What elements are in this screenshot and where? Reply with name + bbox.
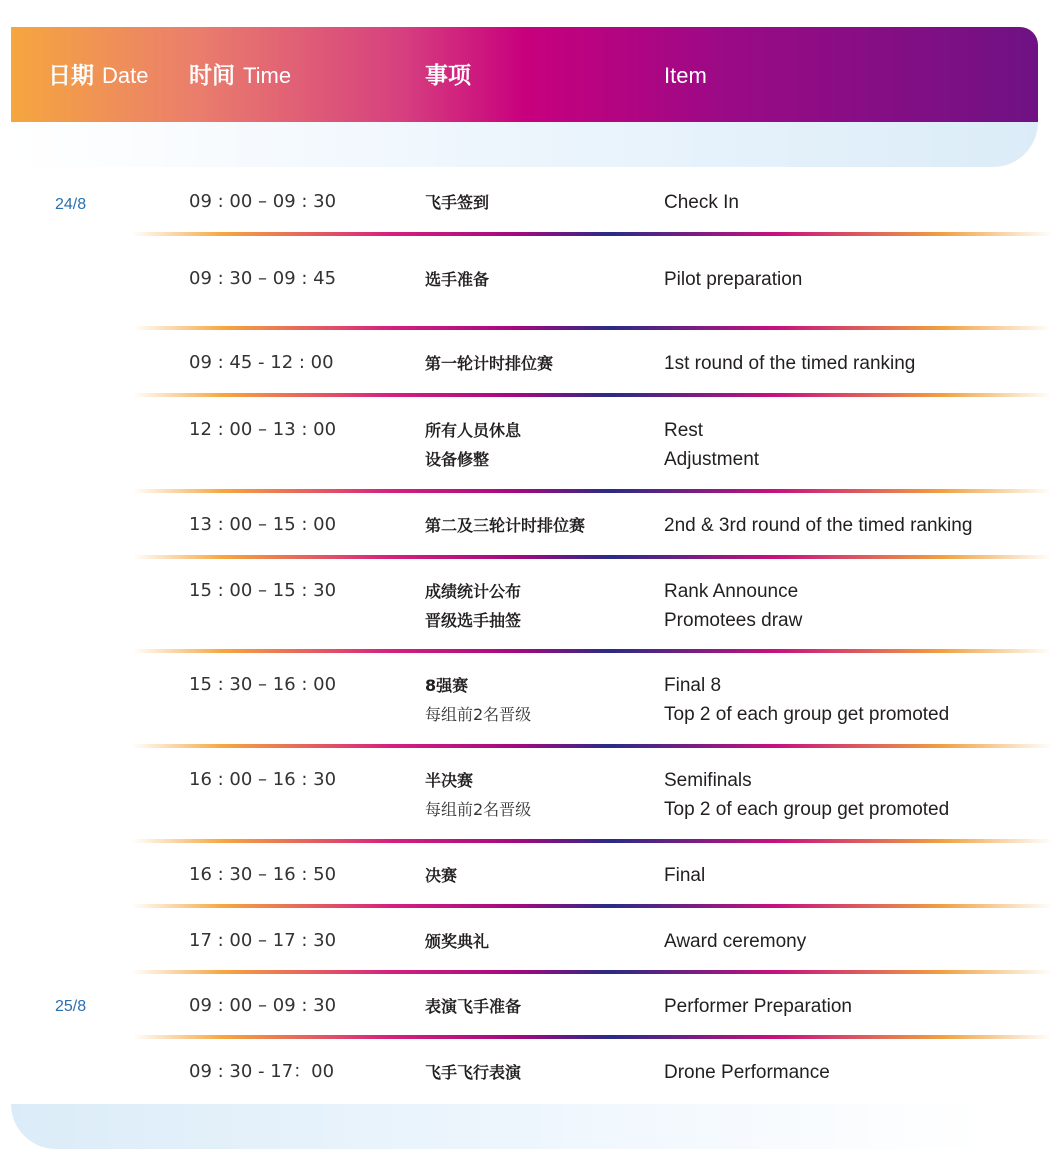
row-item-zh-line: 成绩统计公布	[425, 582, 522, 601]
row-item-en	[664, 265, 802, 294]
row-item-zh-line: 设备修整	[425, 450, 490, 469]
row-time: 17 : 00 – 17 : 30	[189, 930, 337, 951]
row-item-en	[664, 188, 739, 217]
row-item-zh	[425, 511, 585, 540]
row-item-en	[664, 511, 972, 540]
row-time: 13 : 00 – 15 : 00	[189, 514, 337, 535]
header-item-en: Item	[664, 63, 707, 88]
row-item-en-line: Promotees draw	[664, 610, 803, 631]
row-item-zh-line: 飞手签到	[425, 193, 490, 212]
row-item-zh	[425, 927, 489, 956]
row-item-zh-line: 颁奖典礼	[425, 932, 490, 951]
row-item-zh-line: 飞手飞行表演	[425, 1063, 522, 1082]
row-item-en	[664, 671, 949, 729]
row-item-en-line: Drone Performance	[664, 1062, 830, 1083]
row-divider	[132, 1035, 1052, 1039]
row-item-zh	[425, 671, 531, 729]
row-item-zh	[425, 577, 521, 635]
row-item-zh	[425, 349, 553, 378]
row-divider	[132, 555, 1052, 559]
row-item-zh	[425, 861, 457, 890]
header-date-en: Date	[102, 63, 149, 88]
row-item-zh	[425, 188, 489, 217]
row-item-en	[664, 927, 806, 956]
row-item-zh-line: 决赛	[425, 866, 458, 885]
header-item-zh-cell	[425, 60, 471, 92]
row-time: 09 : 00 – 09 : 30	[189, 995, 337, 1016]
row-item-zh-line: 8强赛	[425, 676, 469, 695]
row-item-en	[664, 992, 852, 1021]
row-divider	[132, 744, 1052, 748]
row-divider	[132, 904, 1052, 908]
header-time-en: Time	[243, 63, 292, 88]
row-time: 09 : 30 - 17：00	[189, 1061, 335, 1082]
row-item-zh	[425, 416, 521, 474]
row-divider	[132, 970, 1052, 974]
row-time: 16 : 00 – 16 : 30	[189, 769, 337, 790]
row-time: 12 : 00 – 13 : 00	[189, 419, 337, 440]
row-item-zh-line: 所有人员休息	[425, 421, 522, 440]
row-item-zh	[425, 992, 521, 1021]
row-item-zh	[425, 1058, 521, 1087]
row-item-en	[664, 349, 915, 378]
row-item-en-line: Performer Preparation	[664, 996, 852, 1017]
row-item-zh-line: 晋级选手抽签	[425, 611, 522, 630]
row-item-en-line: 2nd & 3rd round of the timed ranking	[664, 515, 973, 536]
row-item-en-line: Rest	[664, 420, 704, 441]
row-item-en-line: Semifinals	[664, 770, 752, 791]
header-item-en-cell	[664, 60, 707, 92]
row-item-en	[664, 766, 949, 824]
row-time: 15 : 30 – 16 : 00	[189, 674, 337, 695]
row-item-zh-line: 第一轮计时排位赛	[425, 354, 554, 373]
row-item-zh	[425, 265, 489, 294]
row-item-en-line: Award ceremony	[664, 931, 807, 952]
row-item-en-line: Adjustment	[664, 449, 760, 470]
row-time: 09 : 45 - 12 : 00	[189, 352, 334, 373]
header-date	[48, 60, 148, 92]
header-date-zh: 日期	[48, 63, 94, 89]
row-item-en-line: Top 2 of each group get promoted	[664, 704, 950, 725]
row-item-en	[664, 577, 802, 635]
header-time-zh: 时间	[189, 63, 235, 89]
row-item-zh-line: 选手准备	[425, 270, 490, 289]
header-item-zh: 事项	[425, 63, 471, 89]
row-divider	[132, 232, 1052, 236]
row-item-en-line: Final 8	[664, 675, 722, 696]
row-divider	[132, 326, 1052, 330]
schedule-header-bar	[11, 27, 1038, 122]
row-divider	[132, 393, 1052, 397]
row-item-en	[664, 416, 759, 474]
header-band	[11, 122, 1038, 167]
row-time: 09 : 00 – 09 : 30	[189, 191, 337, 212]
row-divider	[132, 839, 1052, 843]
row-item-zh-line: 每组前2名晋级	[425, 705, 532, 724]
row-item-en-line: Final	[664, 865, 706, 886]
row-item-zh-line: 每组前2名晋级	[425, 800, 532, 819]
row-time: 15 : 00 – 15 : 30	[189, 580, 337, 601]
row-item-en-line: Top 2 of each group get promoted	[664, 799, 950, 820]
date-label: 25/8	[55, 998, 87, 1015]
footer-band	[11, 1104, 1038, 1149]
row-item-zh	[425, 766, 531, 824]
row-item-en	[664, 1058, 830, 1087]
row-item-zh-line: 表演飞手准备	[425, 997, 522, 1016]
row-item-zh-line: 第二及三轮计时排位赛	[425, 516, 586, 535]
row-divider	[132, 489, 1052, 493]
header-time	[189, 60, 291, 92]
row-item-en	[664, 861, 705, 890]
row-item-zh-line: 半决赛	[425, 771, 474, 790]
row-time: 16 : 30 – 16 : 50	[189, 864, 337, 885]
row-time: 09 : 30 – 09 : 45	[189, 268, 337, 289]
row-item-en-line: Rank Announce	[664, 581, 799, 602]
row-divider	[132, 649, 1052, 653]
row-item-en-line: 1st round of the timed ranking	[664, 353, 916, 374]
date-label: 24/8	[55, 196, 87, 213]
row-item-en-line: Check In	[664, 192, 739, 213]
row-item-en-line: Pilot preparation	[664, 269, 803, 290]
